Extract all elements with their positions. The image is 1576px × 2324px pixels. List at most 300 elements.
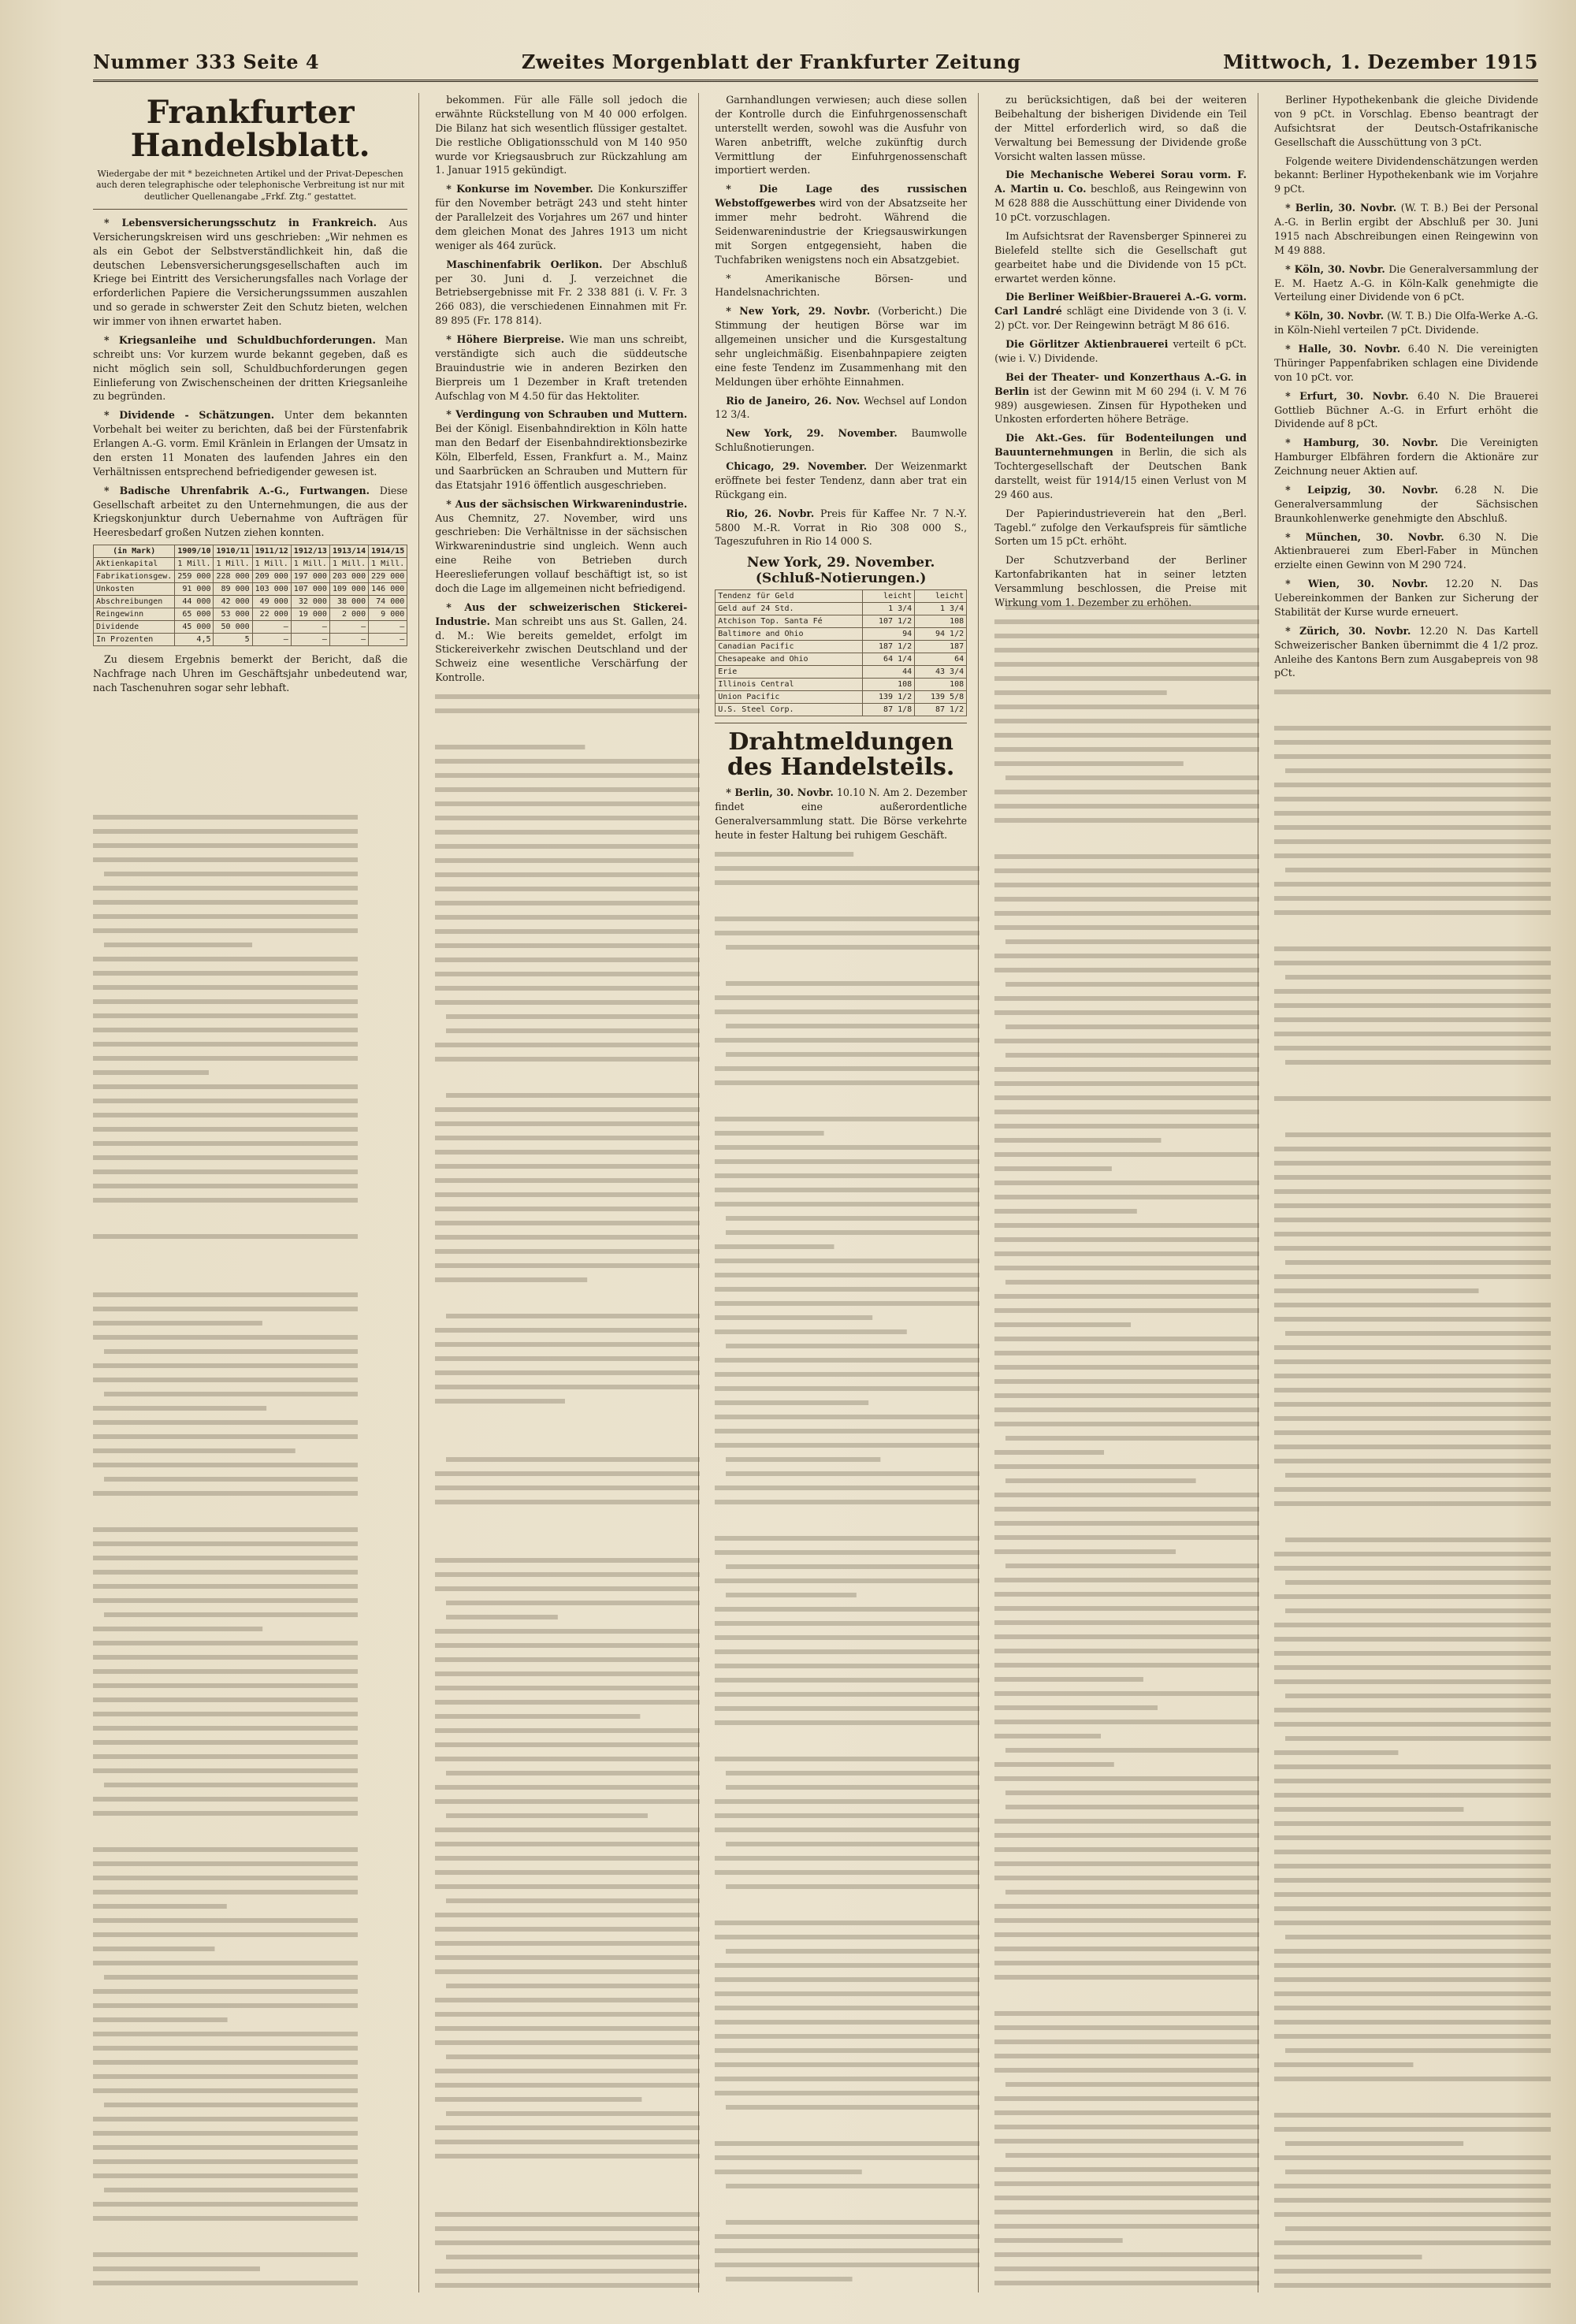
text-line <box>446 2255 700 2259</box>
text-line <box>994 1592 1259 1597</box>
text-line <box>715 1921 979 1925</box>
text-line <box>1274 1566 1551 1571</box>
article-text: Baumwolle Schlußnotierungen. <box>715 427 968 454</box>
text-line <box>726 2105 979 2110</box>
text-line <box>715 2077 979 2081</box>
text-line <box>435 986 700 991</box>
text-line <box>435 1842 700 1846</box>
article-text: Der Schutzverband der Berliner Kartonfabrikanten hat in seiner letzten Versammlung beschlossen, die Preise mit Wirkung vom 1. Dezember zu erhöhen. <box>994 554 1247 608</box>
article-paragraph <box>715 93 967 177</box>
text-line <box>435 1150 700 1155</box>
article-paragraph <box>1274 624 1538 681</box>
masthead <box>93 50 1538 82</box>
text-line <box>715 1131 824 1136</box>
text-line <box>1274 882 1551 887</box>
table-row <box>716 603 967 615</box>
text-line <box>93 2202 358 2207</box>
text-line <box>726 981 979 986</box>
article-text: * Amerikanische Börsen- und Handelsnachrichten. <box>715 272 968 299</box>
text-line <box>994 1450 1104 1455</box>
text-line <box>1274 961 1551 965</box>
text-line <box>93 1861 358 1866</box>
divider <box>93 209 407 210</box>
table-cell: 1 3/4 <box>863 603 915 615</box>
text-line <box>715 1188 979 1192</box>
text-line <box>715 2020 979 2025</box>
text-line <box>715 1720 979 1725</box>
text-line <box>1285 1538 1551 1542</box>
table-cell: 1 Mill. <box>329 558 368 571</box>
table-body <box>94 558 407 646</box>
text-line <box>93 1127 358 1132</box>
text-line <box>435 1757 700 1761</box>
text-line <box>1274 825 1551 830</box>
text-line <box>726 1842 979 1846</box>
text-line <box>435 2069 700 2073</box>
text-line <box>435 1998 700 2002</box>
text-line <box>93 1084 358 1089</box>
article-text: Aus Versicherungskreisen wird uns geschrieben: „Wir nehmen es als ein Gebot der Selbstverständlichkeit hin, daß die deutschen Lebensversicherungsgesellschaften auch im Kriege bei Eintritt des Versicherungsfalles nach Vorlage der erforderlichen Papiere die Versicherungssummen auszahlen und so gerade in schwerster Zeit den Schutz bieten, welchen wir immer von ihnen erwartet haben. <box>93 216 408 328</box>
text-line <box>1274 2077 1551 2081</box>
table-cell: 1 Mill. <box>175 558 214 571</box>
text-line <box>435 830 700 835</box>
text-line <box>1285 1935 1551 1939</box>
article-paragraph <box>1274 389 1538 432</box>
text-line <box>994 2025 1259 2030</box>
text-line <box>435 1870 700 1875</box>
article-paragraph <box>1274 436 1538 478</box>
article-text: ist der Gewinn mit M 60 294 (i. V. M 76 989) ausgewiesen. Zinsen für Hypotheken und Unkosten erforderten höhere Beträge. <box>994 385 1247 426</box>
article-paragraph <box>435 93 687 177</box>
text-line <box>1005 1805 1259 1809</box>
table-row <box>716 590 967 603</box>
text-line <box>715 1870 979 1875</box>
text-line <box>994 1251 1259 1256</box>
text-line <box>1274 1317 1551 1322</box>
text-line <box>726 1785 979 1790</box>
text-line <box>715 1145 979 1150</box>
article-paragraph <box>1274 342 1538 385</box>
table-row <box>94 634 407 646</box>
table-row <box>94 571 407 583</box>
article-paragraph <box>994 229 1247 286</box>
table-cell: — <box>369 621 407 634</box>
text-line <box>435 2283 700 2288</box>
text-line <box>1285 1060 1551 1065</box>
text-line <box>715 2248 979 2253</box>
article-paragraph <box>435 497 687 596</box>
table-cell: Abschreibungen <box>94 596 175 608</box>
text-line <box>435 1249 700 1254</box>
text-line <box>994 690 1167 695</box>
table-cell: 64 <box>915 653 967 666</box>
text-line <box>1274 1303 1551 1307</box>
article-lead: * Konkurse im November. <box>446 183 593 195</box>
table-row <box>716 641 967 653</box>
article-text: 6.28 N. Die Generalversammlung der Sächsischen Braunkohlenwerke genehmigte den Abschluß. <box>1274 483 1538 524</box>
table-cell: 22 000 <box>252 608 291 621</box>
article-paragraph <box>435 407 687 492</box>
article-lead: * Dividende - Schätzungen. <box>104 409 275 422</box>
article-paragraph <box>435 258 687 328</box>
text-line <box>1274 1459 1551 1463</box>
text-line <box>994 1507 1259 1512</box>
table-cell: Unkosten <box>94 583 175 596</box>
text-line <box>715 1287 979 1292</box>
text-line <box>93 1292 358 1297</box>
article-text: Wie man uns schreibt, verständigte sich auch die süddeutsche Brauindustrie wie in anderen Bezirken den Bierpreis um 1 Dezember in Kraft tretenden Aufschlag von M 4.50 für das Hektoliter. <box>435 333 688 402</box>
text-line <box>93 2266 260 2271</box>
text-line <box>994 1294 1259 1299</box>
text-line <box>715 1607 979 1612</box>
table-cell: 1 Mill. <box>214 558 252 571</box>
article-lead: Die Berliner Weißbier-Brauerei A.-G. vorm. Carl Landré <box>994 291 1247 318</box>
article-lead: Die Mechanische Weberei Sorau vorm. F. A. Martin u. Co. <box>994 169 1247 195</box>
text-line <box>1005 1564 1259 1568</box>
text-line <box>994 1904 1259 1909</box>
text-line <box>994 1847 1259 1852</box>
text-line <box>93 2032 358 2036</box>
text-line <box>1005 1748 1259 1753</box>
text-line <box>994 1067 1259 1072</box>
text-line <box>104 2103 358 2107</box>
text-line <box>994 2252 1259 2257</box>
text-line <box>715 1757 979 1761</box>
article-lead: * Berlin, 30. Novbr. <box>1285 202 1397 214</box>
table-cell: Reingewinn <box>94 608 175 621</box>
text-line <box>104 872 358 876</box>
text-line <box>1005 1024 1259 1029</box>
text-line <box>994 1095 1259 1100</box>
text-line <box>435 858 700 863</box>
text-line <box>93 1989 358 1994</box>
article-paragraph <box>715 786 967 842</box>
text-line <box>93 1184 358 1188</box>
text-line <box>93 2060 358 2065</box>
table-cell: Dividende <box>94 621 175 634</box>
text-line <box>715 1202 979 1207</box>
article-lead: * Wien, 30. Novbr. <box>1285 578 1429 590</box>
text-line <box>446 1898 700 1903</box>
text-line <box>435 1192 700 1197</box>
text-line <box>93 1378 358 1382</box>
text-line <box>435 1955 700 1960</box>
text-line <box>1285 1260 1551 1265</box>
text-line <box>994 1308 1259 1313</box>
text-line <box>93 1641 358 1645</box>
text-line <box>93 1155 358 1160</box>
text-line <box>1285 868 1551 872</box>
text-line <box>726 1471 979 1476</box>
text-line <box>93 1797 358 1802</box>
text-line <box>994 1039 1259 1043</box>
text-line <box>1274 1708 1551 1712</box>
text-line <box>994 854 1259 859</box>
text-line <box>994 1918 1259 1923</box>
text-line <box>1274 1189 1551 1194</box>
text-line <box>715 1550 979 1555</box>
text-line <box>446 2054 700 2059</box>
text-line <box>994 1762 1114 1767</box>
text-line <box>1274 1679 1551 1684</box>
article-text: Unter dem bekannten Vorbehalt bei weiter zu berichten, daß bei der Fürstenfabrik Erlangen A.-G. vorm. Emil Kränlein in Erlangen der Umsatz in den ersten 11 Monaten des laufenden Jahres ein den Verhältnissen entsprechend befriedigender gewesen ist. <box>93 409 408 478</box>
table-cell: 108 <box>863 679 915 691</box>
text-line <box>715 1828 979 1832</box>
table-cell: 103 000 <box>252 583 291 596</box>
article-text: Preis für Kaffee Nr. 7 N.-Y. 5800 M.-R. Vorrat in Rio 308 000 S., Tageszufuhren in Rio 14 000 S. <box>715 507 968 548</box>
text-line <box>93 1627 262 1631</box>
article-text: 10.10 N. Am 2. Dezember findet eine außerordentliche Generalversammlung statt. Die Börse verkehrte heute in fester Haltung bei ruhigem Geschäft. <box>715 786 968 841</box>
text-line <box>994 662 1259 667</box>
text-line <box>994 619 1259 624</box>
text-line <box>93 1584 358 1589</box>
text-line <box>435 1043 700 1047</box>
text-line <box>435 1700 700 1705</box>
text-line <box>994 2224 1259 2229</box>
text-line <box>1274 1623 1551 1627</box>
text-line <box>1274 1487 1551 1492</box>
text-line <box>435 2240 700 2245</box>
text-line <box>93 1556 358 1560</box>
text-line <box>994 1195 1259 1199</box>
text-line <box>726 2277 853 2281</box>
text-line <box>93 2216 358 2221</box>
text-line <box>93 1754 358 1759</box>
text-line <box>715 1329 907 1334</box>
table-cell: — <box>291 634 329 646</box>
text-line <box>435 2269 700 2274</box>
article-lead: * Lebensversicherungsschutz in Frankreich. <box>104 216 377 229</box>
table-header-cell: 1911/12 <box>252 545 291 558</box>
text-line <box>1005 605 1259 610</box>
text-line <box>715 1692 979 1697</box>
text-line <box>994 1422 1259 1426</box>
text-line <box>1005 775 1259 780</box>
table-row <box>716 628 967 641</box>
text-line <box>994 2238 1123 2243</box>
text-line <box>994 1663 1259 1668</box>
text-line <box>994 804 1259 809</box>
text-line <box>715 1117 979 1121</box>
article-list <box>93 216 407 540</box>
article-paragraph <box>93 333 407 403</box>
text-line <box>93 1099 358 1103</box>
text-line <box>994 1606 1259 1611</box>
column-5 <box>1274 93 1538 2292</box>
article-paragraph <box>93 408 407 478</box>
text-line <box>93 2145 358 2150</box>
table-cell: 228 000 <box>214 571 252 583</box>
text-line <box>1274 1374 1551 1378</box>
table-cell: 64 1/4 <box>863 653 915 666</box>
text-line <box>93 1491 358 1496</box>
text-line <box>1274 2062 1413 2067</box>
text-line <box>93 1697 358 1702</box>
text-line <box>994 1365 1259 1370</box>
article-list <box>1274 93 1538 680</box>
article-text: verteilt 6 pCt. (wie i. V.) Dividende. <box>994 338 1247 364</box>
text-line <box>93 914 358 919</box>
text-line <box>93 2117 358 2121</box>
text-line <box>1274 1388 1551 1393</box>
text-line <box>1274 1793 1551 1798</box>
text-line <box>994 1351 1259 1355</box>
table-row <box>716 653 967 666</box>
table-cell: 1 Mill. <box>252 558 291 571</box>
text-line <box>1274 1921 1551 1925</box>
text-line <box>93 2173 358 2178</box>
text-line <box>435 1500 700 1504</box>
stock-quotes-table <box>715 589 967 716</box>
text-line <box>446 1984 700 1988</box>
text-line <box>1285 2226 1551 2231</box>
article-text: (W. T. B.) Die Olfa-Werke A.-G. in Köln-Niehl verteilen 7 pCt. Dividende. <box>1274 310 1538 337</box>
article-paragraph <box>435 601 687 685</box>
article-text: Der Abschluß per 30. Juni d. J. verzeichnet die Betriebsergebnisse mit Fr. 2 338 881 (i. V. Fr. 3 266 083), die verschiedenen Einnahmen mit Fr. 89 895 (Fr. 178 814). <box>435 258 688 327</box>
text-line <box>1274 2240 1551 2245</box>
text-line-texture <box>435 690 687 2289</box>
article-text: Bei der Königl. Eisenbahndirektion in Köln hatte man den Bedarf der Eisenbahndirektionsbezirke Köln, Elberfeld, Essen, Frankfurt a. M., Mainz und Saarbrücken an Schrauben und Muttern für das Etatsjahr 1916 öffentlich ausgeschrieben. <box>435 422 688 491</box>
article-paragraph <box>435 182 687 252</box>
article-paragraph <box>1274 93 1538 150</box>
article-paragraph <box>1274 530 1538 573</box>
text-line <box>1274 2184 1551 2188</box>
text-line <box>435 1471 700 1476</box>
article-lead: * Badische Uhrenfabrik A.-G., Furtwangen. <box>104 484 370 496</box>
article-paragraph <box>994 507 1247 549</box>
table-cell: Chesapeake and Ohio <box>716 653 863 666</box>
text-line <box>715 1010 979 1014</box>
text-line <box>435 1884 700 1889</box>
text-line <box>435 1207 700 1211</box>
text-line <box>994 1776 1259 1781</box>
text-line <box>1274 1345 1551 1350</box>
text-line <box>435 694 700 699</box>
text-line <box>1274 1991 1551 1996</box>
text-line <box>446 1014 700 1019</box>
text-line <box>93 957 358 961</box>
text-line <box>715 1963 979 1968</box>
text-line <box>1285 975 1551 980</box>
text-line <box>93 985 358 990</box>
text-line <box>715 1813 979 1818</box>
table-cell: 19 000 <box>291 608 329 621</box>
article-text: Aus Chemnitz, 27. November, wird uns geschrieben: Die Verhältnisse in der sächsischen Wirkwarenindustrie sind ungleich. Wenn auch eine Reihe von Betrieben durch Heereslieferungen vollauf beschäftigt ist, so ist doch die Lage im allgemeinen nicht befriedigend. <box>435 511 688 594</box>
text-line <box>715 1635 979 1640</box>
text-line <box>715 1386 979 1391</box>
text-line <box>726 945 979 950</box>
article-text: 6.30 N. Die Aktienbrauerei zum Eberl-Faber in München erzielte einen Gewinn von M 290 724. <box>1274 530 1538 571</box>
text-line <box>93 1056 358 1061</box>
table-cell: Atchison Top. Santa Fé <box>716 615 863 628</box>
table-cell: 9 000 <box>369 608 407 621</box>
text-line <box>994 2281 1259 2285</box>
article-text: Man schreibt uns aus St. Gallen, 24. d. M.: Wie bereits gemeldet, erfolgt im Stickereiverkehr zwischen Deutschland und der Schweiz eine wesentliche Verschärfung der Kontrolle. <box>435 615 688 684</box>
text-line <box>93 1541 358 1546</box>
article-text: Die Generalversammlung der E. M. Haetz A.-G. in Köln-Kalk genehmigte die Verteilung einer Dividende von 6 pCt. <box>1274 262 1538 303</box>
text-line <box>93 1876 358 1880</box>
text-line <box>446 2111 700 2116</box>
text-line <box>1274 946 1551 951</box>
text-line <box>715 2062 979 2067</box>
text-line <box>1285 1580 1551 1585</box>
table-cell: — <box>291 621 329 634</box>
table-row <box>716 679 967 691</box>
text-line <box>1274 1161 1551 1166</box>
text-line <box>1005 939 1259 944</box>
text-line <box>93 857 358 862</box>
article-text: Im Aufsichtsrat der Ravensberger Spinnerei zu Bielefeld stellte sich die Gesellschaft gut gearbeitet habe und die Dividende von 15 pCt. erwartet werden könne. <box>994 229 1247 284</box>
article-text: Wechsel auf London 12 3/4. <box>715 394 968 421</box>
text-line <box>1285 1331 1551 1336</box>
text-line <box>994 1493 1259 1497</box>
text-line <box>994 1337 1259 1341</box>
text-line <box>1274 1359 1551 1364</box>
article-paragraph <box>715 507 967 549</box>
text-line <box>435 1399 565 1404</box>
text-line <box>1274 2255 1422 2259</box>
text-line <box>994 868 1259 873</box>
text-line <box>994 2196 1259 2200</box>
table-cell: Baltimore and Ohio <box>716 628 863 641</box>
text-line <box>994 925 1259 930</box>
table-cell: leicht <box>915 590 967 603</box>
text-line <box>715 2048 979 2053</box>
text-line <box>994 1379 1259 1384</box>
text-line <box>994 897 1259 902</box>
text-line <box>435 1686 700 1690</box>
text-line <box>1274 1878 1551 1883</box>
text-line <box>446 1028 700 1033</box>
text-line <box>1274 1046 1551 1050</box>
text-line <box>994 648 1259 653</box>
text-line <box>994 996 1259 1001</box>
column-continuation <box>93 810 407 2289</box>
text-line <box>435 1000 700 1005</box>
text-line <box>435 2212 700 2217</box>
masthead-date: Mittwoch, 1. Dezember 1915 <box>1223 50 1538 73</box>
text-line <box>1274 2283 1551 2288</box>
text-line <box>994 2068 1259 2073</box>
article-lead: * Höhere Bierpreise. <box>446 333 565 345</box>
text-line <box>726 2220 979 2225</box>
text-line <box>1274 2198 1551 2203</box>
text-line <box>104 1392 358 1396</box>
text-line <box>994 1705 1158 1710</box>
text-line <box>93 1434 358 1439</box>
text-line <box>994 733 1259 738</box>
article-lead: * Die Lage des russischen Webstoffgewerbes <box>715 183 968 210</box>
table-cell: 65 000 <box>175 608 214 621</box>
text-line <box>435 1121 700 1126</box>
text-line <box>93 1363 358 1368</box>
text-line <box>1274 1288 1478 1293</box>
text-line <box>715 1856 979 1861</box>
article-text: bekommen. Für alle Fälle soll jedoch die erwähnte Rückstellung von M 40 000 erfolgen. Die Bilanz hat sich wesentlich flüssiger gestaltet. Die restliche Obligationsschuld von M 140 950 wurde vor Kriegsausbruch zur Rückzahlung am 1. Januar 1915 gekündigt. <box>435 94 688 177</box>
text-line <box>1285 2170 1551 2174</box>
text-line <box>715 1080 979 1085</box>
text-line <box>994 1521 1259 1526</box>
text-line <box>435 1657 700 1662</box>
table-cell: Erie <box>716 666 863 679</box>
text-line <box>435 787 700 792</box>
column-continuation <box>715 847 967 2289</box>
article-text: Der Weizenmarkt eröffnete bei fester Tendenz, dann aber trat ein Rückgang ein. <box>715 460 968 500</box>
text-line <box>446 1615 558 1619</box>
text-line <box>994 1110 1259 1114</box>
table-cell: 109 000 <box>329 583 368 596</box>
article-text: Man schreibt uns: Vor kurzem wurde bekannt gegeben, daß es nicht möglich sein soll, Schuldbuchforderungen gegen Einlieferung von Zwischenscheinen der dritten Kriegsanleihe zu begründen. <box>93 333 408 403</box>
